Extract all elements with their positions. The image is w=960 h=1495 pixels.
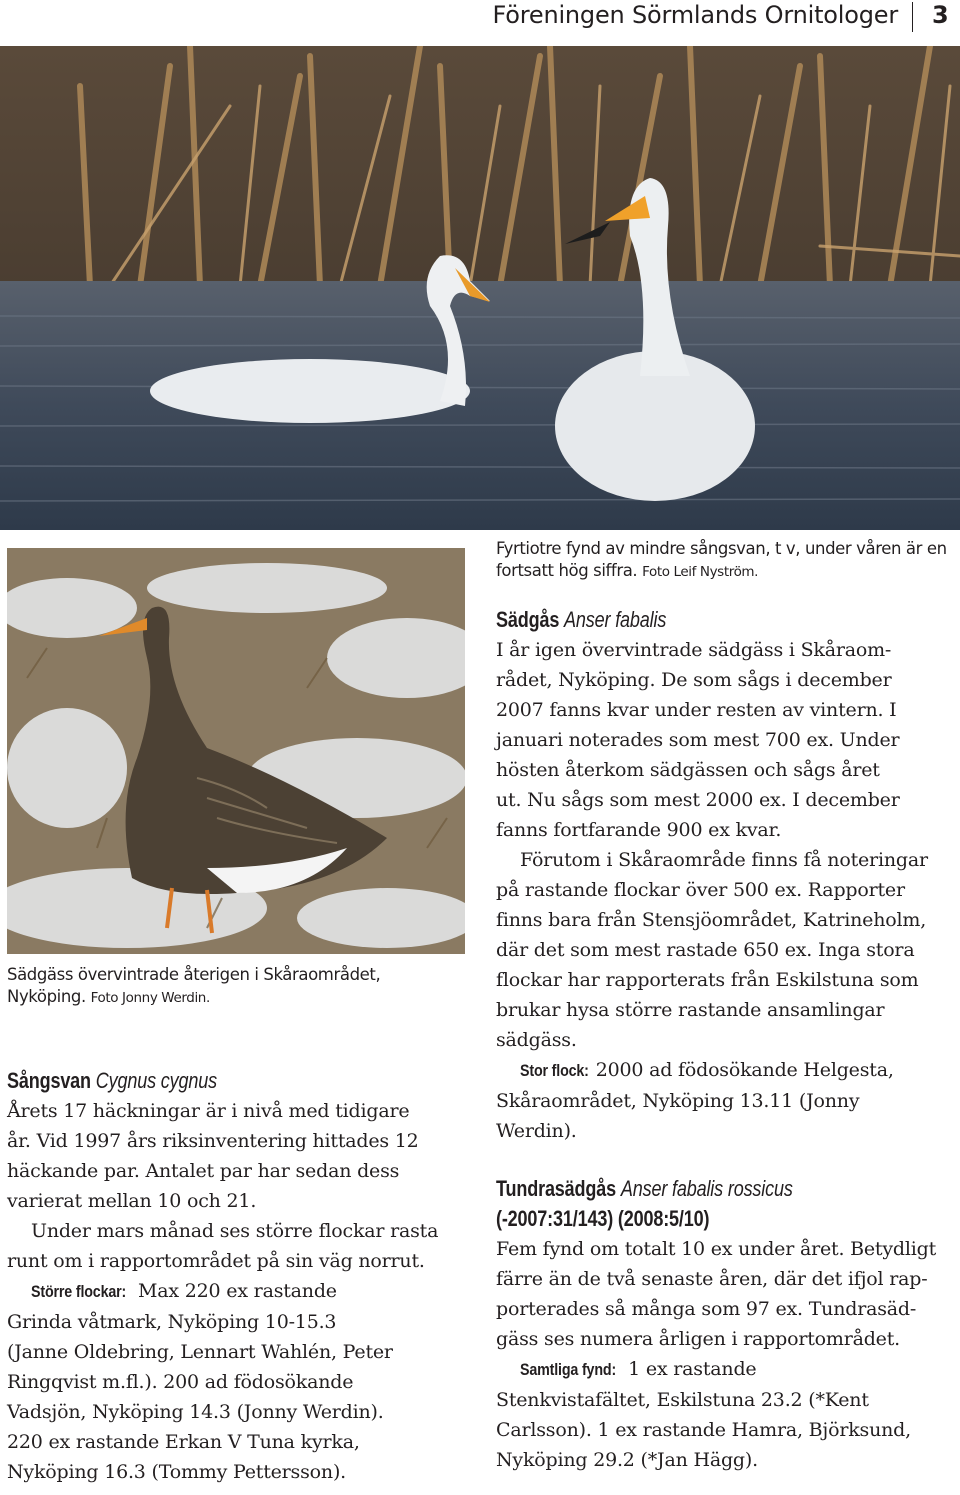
sangsvan-paragraph-3: Större flockar: Max 220 ex rastande Grinda våtmark, Nyköping 10-15.3 (Janne Oldebring, Lennart Wahlén, Peter Ringqvist m.fl.). 200 ad födosökande Vadsjön, Nyköping 14.3 (Jonny Werdin). 220 ex rastande Erkan V Tuna kyrka, Nyköping 16.3 (Tommy Pettersson). bbox=[7, 1276, 462, 1487]
swans-caption-text: Fyrtiotre fynd av mindre sångsvan, t v, under våren är en fortsatt hög siffra. bbox=[496, 539, 947, 580]
swans-caption bbox=[496, 538, 960, 583]
sangsvan-heading: Sångsvan Cygnus cygnus bbox=[7, 1068, 217, 1093]
sangsvan-section bbox=[7, 1066, 462, 1487]
sadgas-heading: Sädgås Anser fabalis bbox=[496, 607, 667, 632]
right-column bbox=[496, 605, 960, 1475]
sadgas-paragraph-2: Förutom i Skåraområde finns få noteringar på rastande flockar över 500 ex. Rapporter finns bara från Stensjöområdet, Katrineholm, där det som mest rastade 650 ex. Inga stora flockar har rapporterats från Eskilstuna som brukar hysa större rastande ansamlingar sädgäss. bbox=[496, 849, 928, 1051]
publication-title: Föreningen Sörmlands Ornitologer bbox=[492, 1, 898, 29]
runin-label: Större flockar: bbox=[31, 1282, 127, 1301]
goose-caption-credit: Foto Jonny Werdin. bbox=[90, 990, 210, 1006]
sangsvan-paragraph-1: Årets 17 häckningar är i nivå med tidigare år. Vid 1997 års riksinventering hittades 12 häckande par. Antalet par har sedan dess varierat mellan 10 och 21. bbox=[7, 1100, 419, 1212]
runin-label: Samtliga fynd: bbox=[520, 1360, 617, 1379]
swans-caption-credit: Foto Leif Nyström. bbox=[642, 564, 759, 580]
sadgas-paragraph-3: Stor flock: 2000 ad födosökande Helgesta, Skåraområdet, Nyköping 13.11 (Jonny Werdin). bbox=[496, 1055, 960, 1146]
runin-label: Stor flock: bbox=[520, 1061, 589, 1080]
goose-photo bbox=[7, 548, 465, 954]
tundrasadgas-heading: Tundrasädgås Anser fabalis rossicus bbox=[496, 1176, 793, 1201]
running-header bbox=[0, 0, 960, 34]
sadgas-paragraph-1: I år igen övervintrade sädgäss i Skåraom- rådet, Nyköping. De som sågs i december 2007 fanns kvar under resten av vintern. I januari noterades som mest 700 ex. Under hösten återkom sädgässen och sågs året ut. Nu sågs som mest 2000 ex. I december fanns fortfarande 900 ex kvar. bbox=[496, 639, 900, 841]
swans-photo bbox=[0, 46, 960, 530]
tundrasadgas-subheading: (-2007:31/143) (2008:5/10) bbox=[496, 1206, 710, 1231]
sangsvan-paragraph-2: Under mars månad ses större flockar rasta runt om i rapportområdet på sin väg norrut. bbox=[7, 1220, 439, 1272]
tundrasadgas-paragraph-1: Fem fynd om totalt 10 ex under året. Betydligt färre än de två senaste åren, där det ifjol rap- porterades så många som 97 ex. Tundrasäd- gäss ses numera årligen i rapportområdet. bbox=[496, 1238, 937, 1350]
goose-caption-text: Sädgäss övervintrade återigen i Skåraområdet, Nyköping. bbox=[7, 965, 381, 1006]
goose-caption bbox=[7, 964, 462, 1009]
header-divider bbox=[912, 2, 913, 32]
page-number: 3 bbox=[932, 1, 949, 29]
tundrasadgas-paragraph-2: Samtliga fynd: 1 ex rastande Stenkvistafältet, Eskilstuna 23.2 (*Kent Carlsson). 1 ex rastande Hamra, Björksund, Nyköping 29.2 (*Jan Hägg). bbox=[496, 1354, 960, 1475]
